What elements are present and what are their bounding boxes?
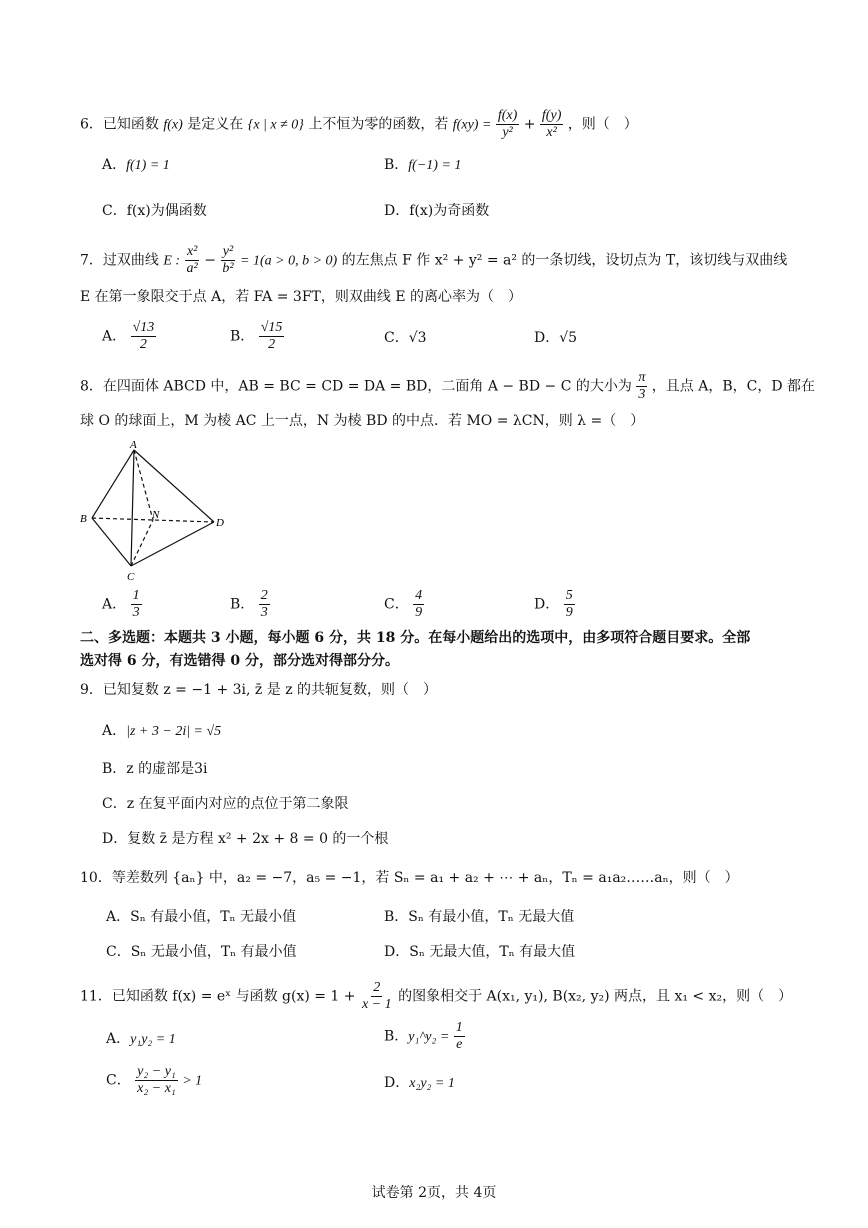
q11-option-d: [384, 1072, 455, 1092]
frac-num: √15: [260, 320, 283, 335]
q6-plus: +: [523, 116, 536, 133]
label-c: C: [127, 571, 135, 583]
q7-minus: −: [204, 252, 216, 269]
q11-option-a: [106, 1028, 176, 1048]
edge-cd: [131, 522, 214, 566]
option-letter: A．: [102, 157, 127, 173]
frac-den: 3: [260, 605, 268, 620]
option-text: y₁^y₂ =: [408, 1029, 450, 1045]
option-letter: C．: [106, 944, 131, 960]
option-letter: D．: [384, 1075, 410, 1091]
q6-option-c: [102, 200, 207, 220]
frac-num: 2: [260, 588, 268, 603]
q11-option-c: [106, 1064, 202, 1097]
option-text: Sₙ 无最大值，Tₙ 有最大值: [409, 944, 576, 960]
q7-frac2-den: b²: [222, 261, 234, 276]
q7-line1: [80, 244, 787, 277]
option-letter: B．: [102, 761, 127, 777]
frac-den: 2: [268, 337, 276, 352]
option-frac: [131, 320, 157, 353]
q10-stem: 10．等差数列 {aₙ} 中，a₂ = −7，a₅ = −1，若 Sₙ = a₁ + a₂ + ⋯ + aₙ，Tₙ = a₁a₂……aₙ，则（ ）: [80, 870, 739, 886]
section2-heading-line1: 二、多选题：本题共 3 小题，每小题 6 分，共 18 分。在每小题给出的选项中，由多项符合题目要求。全部: [80, 630, 751, 646]
option-letter: D．: [534, 596, 560, 613]
option-letter: A．: [102, 328, 127, 345]
option-letter: C．: [384, 330, 409, 346]
angle-num: π: [638, 370, 646, 385]
q6-option-b: [384, 154, 461, 174]
option-frac: [413, 588, 424, 621]
frac-den: 9: [415, 605, 423, 620]
page-footer: 试卷第 2页，共 4页: [371, 1185, 497, 1201]
option-frac: [135, 1064, 178, 1097]
option-letter: B．: [384, 909, 409, 925]
option-letter: A．: [102, 596, 127, 613]
section2-heading-line2: 选对得 6 分，有选错得 0 分，部分选对得部分分。: [80, 653, 399, 669]
edge-ab: [92, 450, 134, 518]
q7-option-b: [230, 320, 284, 353]
q9-option-c: [102, 793, 349, 813]
option-letter: A．: [106, 909, 131, 925]
q6-stem-a: 6．已知函数: [80, 116, 159, 133]
q10-option-b: [384, 906, 574, 926]
option-text: √5: [559, 330, 578, 346]
q7-option-d: [534, 327, 577, 347]
q8-option-d: [534, 588, 575, 621]
q8-line1-a: 8．在四面体 ABCD 中，AB = BC = CD = DA = BD，二面角 A − BD − C 的大小为: [80, 378, 632, 395]
q6-eq-left: f(xy) =: [452, 117, 492, 133]
frac-num: 5: [565, 588, 573, 603]
edge-ad: [134, 450, 214, 522]
option-text: f(x)为偶函数: [126, 203, 207, 219]
option-frac: [259, 588, 270, 621]
q7-line1-b: 的左焦点 F 作 x² + y² = a² 的一条切线，设切点为 T，该切线与双曲线: [341, 252, 788, 269]
option-letter: B．: [230, 596, 255, 613]
q6-stem-c: 上不恒为零的函数，若: [308, 116, 449, 133]
frac-num: 2: [373, 980, 381, 995]
label-n: N: [152, 509, 160, 521]
tetrahedron-figure: [78, 440, 238, 585]
frac-num: 1: [455, 1020, 463, 1035]
q6-frac1: [496, 108, 519, 141]
q7-frac1-den: a²: [186, 261, 198, 276]
edge-bc: [92, 518, 131, 566]
option-letter: B．: [384, 1028, 409, 1045]
option-text: Sₙ 有最小值，Tₙ 无最小值: [130, 909, 297, 925]
option-letter: C．: [106, 1072, 131, 1089]
q8-angle: [636, 370, 647, 403]
label-b: B: [80, 513, 87, 525]
frac-den: x − 1: [361, 997, 392, 1012]
q7-option-a: [102, 320, 156, 353]
q8-option-c: [384, 588, 424, 621]
frac-num: y₂ − y₁: [137, 1064, 176, 1079]
option-text: x₂y₂ = 1: [409, 1076, 455, 1091]
option-text: √3: [408, 330, 427, 346]
frac-num: 4: [415, 588, 423, 603]
q10-option-c: [106, 941, 297, 961]
option-frac: [564, 588, 575, 621]
label-a: A: [130, 440, 137, 451]
q6-frac1-den: y²: [502, 125, 513, 140]
segment-cn: [131, 520, 153, 566]
option-text: f(x)为奇函数: [409, 203, 490, 219]
q6-frac1-num: f(x): [497, 108, 518, 123]
option-text: y₁y₂ = 1: [130, 1032, 176, 1047]
q10-option-d: [384, 941, 575, 961]
option-text: f(−1) = 1: [408, 158, 462, 173]
option-letter: B．: [230, 328, 255, 345]
frac-num: 1: [132, 588, 140, 603]
option-letter: D．: [384, 203, 410, 219]
q9-stem: 9．已知复数 z = −1 + 3i, z̄ 是 z 的共轭复数，则（ ）: [80, 682, 438, 698]
q8-line1: [80, 370, 815, 403]
edge-ac: [131, 450, 134, 566]
q8-option-b: [230, 588, 270, 621]
q7-option-c: [384, 327, 427, 347]
q7-frac1: [185, 244, 200, 277]
q6-frac2-num: f(y): [541, 108, 562, 123]
option-frac: [454, 1020, 465, 1053]
option-letter: B．: [384, 157, 409, 173]
option-letter: C．: [384, 596, 409, 613]
q8-line2: 球 O 的球面上，M 为棱 AC 上一点，N 为棱 BD 的中点．若 MO = λCN，则 λ =（ ）: [80, 413, 645, 429]
q11-frac: [360, 980, 394, 1013]
q6-stem: [80, 108, 638, 141]
frac-den: 9: [565, 605, 573, 620]
frac-den: e: [456, 1037, 463, 1052]
q7-line1-a: 7．过双曲线: [80, 252, 159, 269]
option-letter: D．: [102, 831, 128, 847]
q6-frac2: [540, 108, 563, 141]
option-letter: C．: [102, 796, 127, 812]
q7-cond: = 1(a > 0, b > 0): [240, 253, 338, 269]
option-text: f(1) = 1: [126, 158, 170, 173]
q6-frac2-den: x²: [546, 125, 557, 140]
q8-option-a: [102, 588, 142, 621]
option-letter: A．: [106, 1031, 131, 1047]
frac-num: √13: [132, 320, 155, 335]
segment-an: [134, 450, 153, 520]
q6-option-d: [384, 200, 489, 220]
q7-curve-name: E :: [163, 253, 181, 269]
q6-stem-b: 是定义在: [187, 116, 244, 133]
q11-stem-a: 11．已知函数 f(x) = eˣ 与函数 g(x) = 1 +: [80, 988, 356, 1005]
option-text: 复数 z̄ 是方程 x² + 2x + 8 = 0 的一个根: [127, 831, 389, 847]
q7-frac2: [220, 244, 235, 277]
option-text: |z + 3 − 2i| = √5: [126, 724, 222, 739]
q6-option-a: [102, 154, 170, 174]
q11-stem-b: 的图象相交于 A(x₁, y₁), B(x₂, y₂) 两点，且 x₁ < x₂，则（ ）: [398, 988, 793, 1005]
q7-frac2-num: y²: [222, 244, 234, 259]
option-letter: C．: [102, 203, 127, 219]
option-text: z 的虚部是3i: [126, 761, 208, 777]
q9-option-b: [102, 758, 208, 778]
angle-den: 3: [638, 387, 646, 402]
q7-frac1-num: x²: [186, 244, 198, 259]
q11-option-b: [384, 1020, 465, 1053]
option-letter: D．: [384, 944, 410, 960]
option-text: Sₙ 有最小值，Tₙ 无最大值: [408, 909, 575, 925]
frac-den: x₂ − x₁: [137, 1081, 176, 1096]
q9-option-d: [102, 828, 388, 848]
label-d: D: [216, 517, 224, 529]
option-letter: A．: [102, 723, 127, 739]
option-text: z 在复平面内对应的点位于第二象限: [126, 796, 349, 812]
option-frac: [259, 320, 285, 353]
q11-stem: [80, 980, 792, 1013]
option-frac: [131, 588, 142, 621]
frac-den: 2: [139, 337, 147, 352]
q6-domain-set: {x | x ≠ 0}: [247, 117, 304, 133]
q6-stem-d: ，则（ ）: [567, 116, 638, 133]
option-text: Sₙ 无最小值，Tₙ 有最小值: [130, 944, 297, 960]
option-letter: D．: [534, 330, 560, 346]
q6-f-x: f(x): [163, 117, 183, 133]
q9-option-a: [102, 720, 221, 740]
q8-line1-b: ，且点 A，B，C，D 都在: [651, 378, 816, 395]
q7-line2: E 在第一象限交于点 A，若 FA = 3FT，则双曲线 E 的离心率为（ ）: [80, 289, 522, 305]
frac-den: 3: [132, 605, 140, 620]
option-tail: > 1: [182, 1073, 203, 1089]
q10-option-a: [106, 906, 296, 926]
